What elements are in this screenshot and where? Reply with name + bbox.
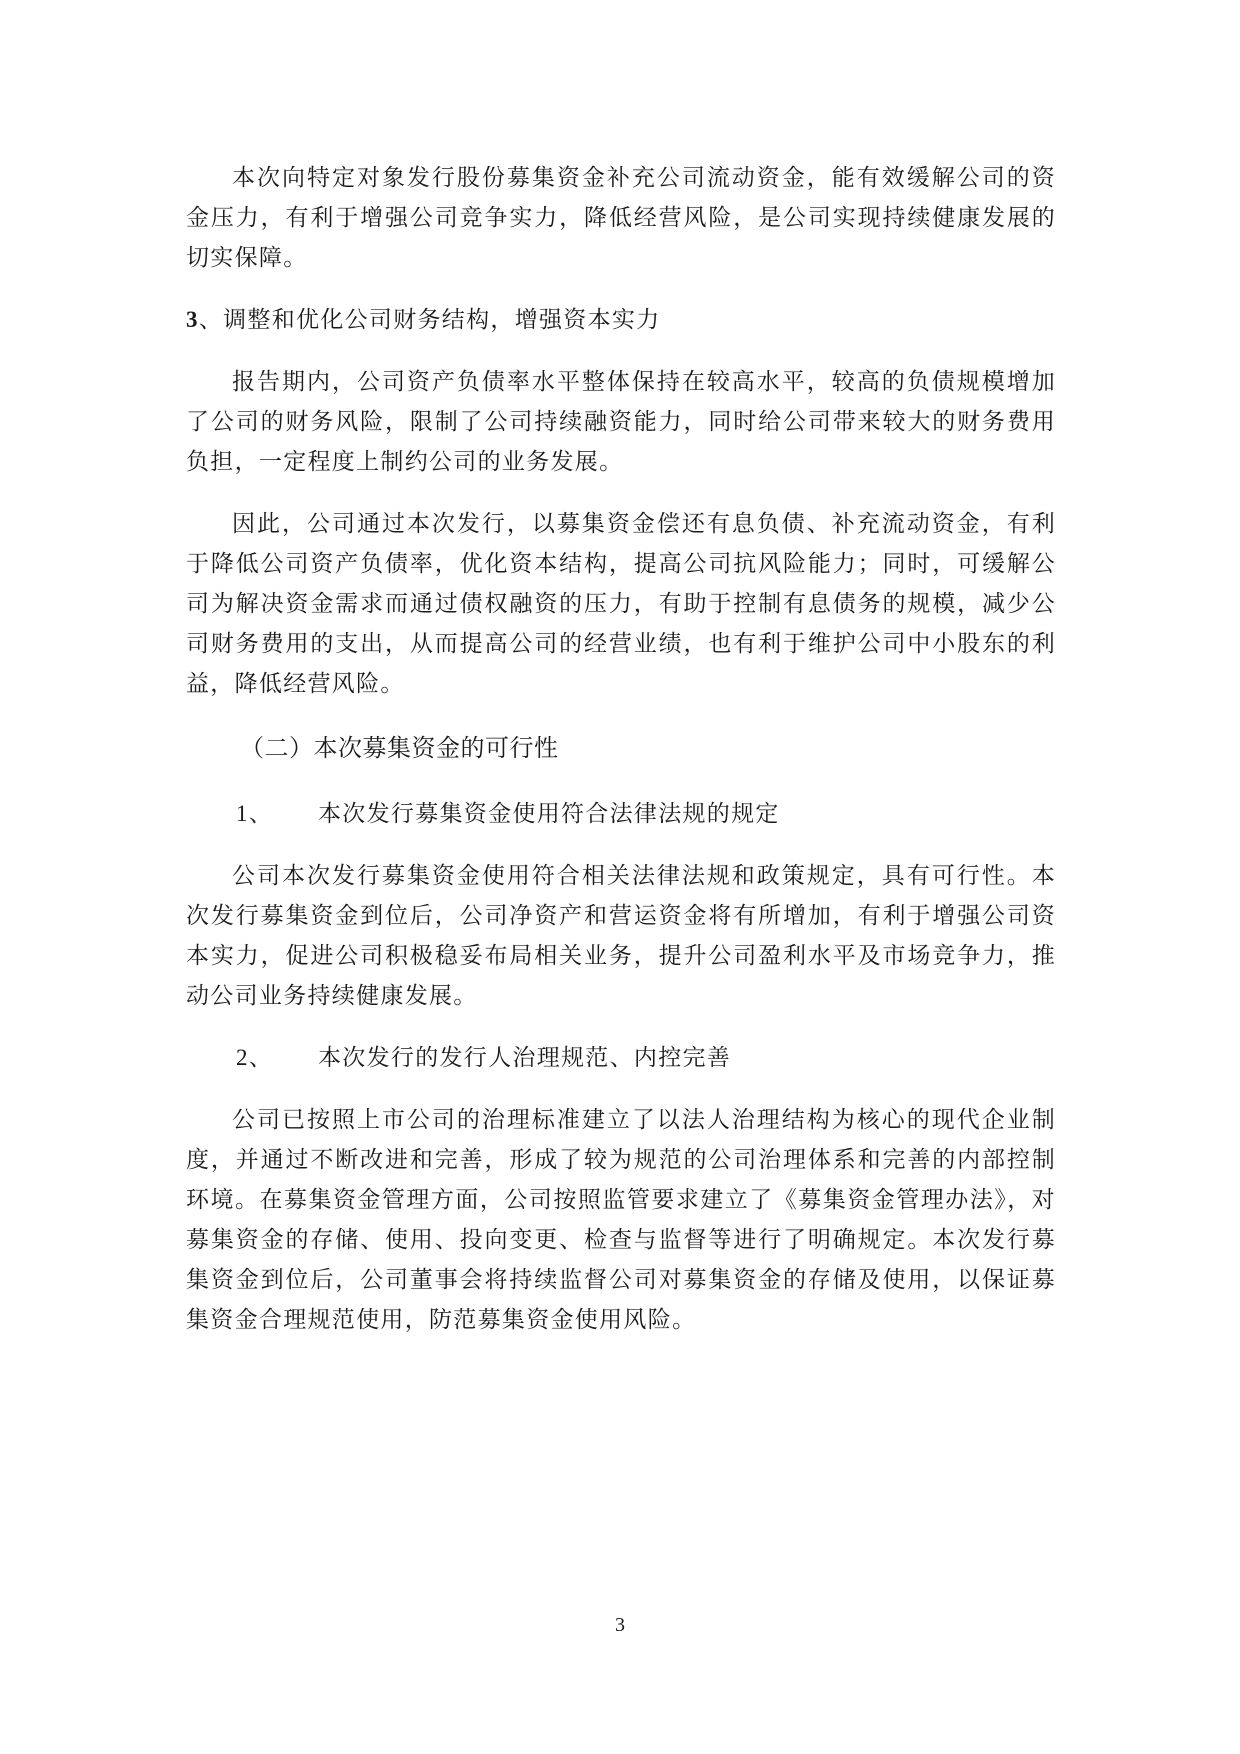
paragraph-reporting-period: 报告期内，公司资产负债率水平整体保持在较高水平，较高的负债规模增加了公司的财务风险，限制了公司持续融资能力，同时给公司带来较大的财务费用负担，一定程度上制约公司的业务发展。 [186, 369, 1056, 475]
sub-heading-governance [236, 1038, 1056, 1078]
section-title-feasibility: （二）本次募集资金的可行性 [240, 734, 559, 762]
page-number: 3 [615, 1614, 625, 1636]
heading-optimize-structure [186, 300, 1056, 340]
heading-number: 3 [186, 307, 199, 332]
sub-heading-number: 1、 [236, 801, 274, 826]
paragraph-therefore: 因此，公司通过本次发行，以募集资金偿还有息负债、补充流动资金，有利于降低公司资产负债率，优化资本结构，提高公司抗风险能力；同时，可缓解公司为解决资金需求而通过债权融资的压力，有助于控制有息债务的规模，减少公司财务费用的支出，从而提高公司的经营业绩，也有利于维护公司中小股东的利益，降低经营风险。 [186, 511, 1056, 697]
sub-heading-text: 本次发行募集资金使用符合法律法规的规定 [318, 801, 780, 827]
sub-heading-compliance [236, 794, 1056, 834]
paragraph-governance: 公司已按照上市公司的治理标准建立了以法人治理结构为核心的现代企业制度，并通过不断改进和完善，形成了较为规范的公司治理体系和完善的内部控制环境。在募集资金管理方面，公司按照监管要求建立了《募集资金管理办法》，对募集资金的存储、使用、投向变更、检查与监督等进行了明确规定。本次发行募集资金到位后，公司董事会将持续监督公司对募集资金的存储及使用，以保证募集资金合理规范使用，防范募集资金使用风险。 [186, 1107, 1056, 1333]
sub-heading-number: 2、 [236, 1045, 274, 1070]
page-content [186, 158, 1056, 1362]
sub-heading-text: 本次发行的发行人治理规范、内控完善 [318, 1045, 732, 1071]
heading-text: 、调整和优化公司财务结构，增强资本实力 [198, 307, 661, 333]
paragraph-working-capital: 本次向特定对象发行股份募集资金补充公司流动资金，能有效缓解公司的资金压力，有利于增强公司竞争实力，降低经营风险，是公司实现持续健康发展的切实保障。 [186, 165, 1056, 271]
paragraph-compliance: 公司本次发行募集资金使用符合相关法律法规和政策规定，具有可行性。本次发行募集资金到位后，公司净资产和营运资金将有所增加，有利于增强公司资本实力，促进公司积极稳妥布局相关业务，提升公司盈利水平及市场竞争力，推动公司业务持续健康发展。 [186, 863, 1056, 1009]
